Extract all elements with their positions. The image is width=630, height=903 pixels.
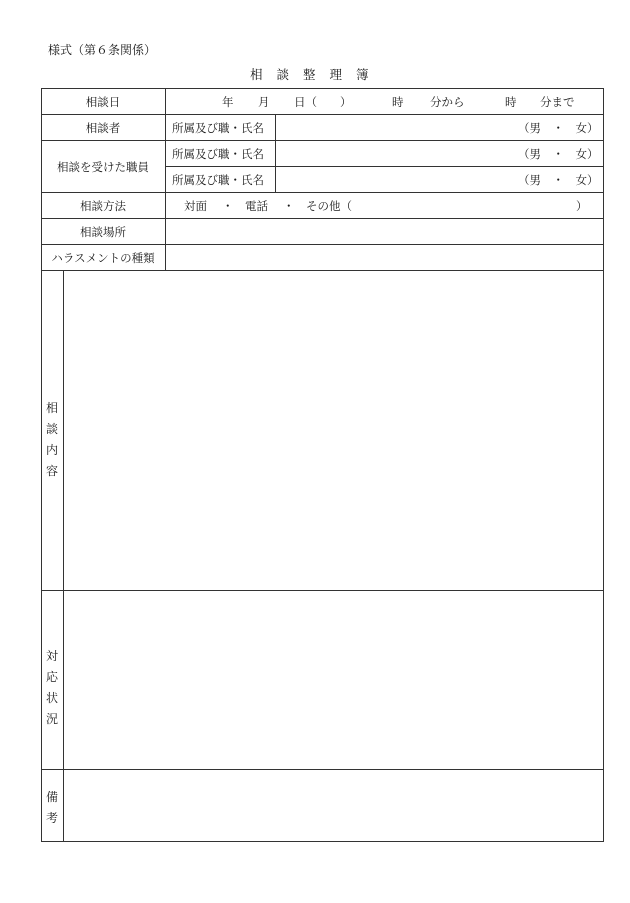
table-divider <box>41 140 604 141</box>
table-divider <box>165 166 604 167</box>
staff-gender-1: （男 ・ 女） <box>518 147 599 161</box>
end-minute-label: 分まで <box>540 95 575 109</box>
table-border-bottom <box>41 841 604 842</box>
staff-affiliation-label-1: 所属及び職・氏名 <box>172 147 264 161</box>
year-label: 年 <box>222 95 234 109</box>
content-label <box>41 398 63 482</box>
remarks-label-char: 備 <box>45 790 58 804</box>
method-other-close-paren: ） <box>576 199 588 213</box>
staff-affiliation-label-2: 所属及び職・氏名 <box>172 173 264 187</box>
content-label-char: 内 <box>45 443 58 457</box>
start-hour-label: 時 <box>392 95 404 109</box>
table-border-right <box>603 88 604 842</box>
response-label-char: 況 <box>45 712 58 726</box>
place-label: 相談場所 <box>80 225 126 239</box>
day-label: 日（ <box>294 95 317 109</box>
method-option-phone: 電話 <box>245 199 268 213</box>
field-column-divider <box>275 114 276 192</box>
harassment-type-label: ハラスメントの種類 <box>51 251 155 265</box>
table-divider <box>41 192 604 193</box>
form-label: 様式（第６条関係） <box>48 43 157 57</box>
content-label-char: 談 <box>45 422 58 436</box>
table-divider <box>41 244 604 245</box>
content-label-char: 相 <box>45 401 58 415</box>
label-column-divider <box>165 88 166 270</box>
response-label-char: 状 <box>45 691 58 705</box>
method-option-other: その他（ <box>306 199 352 213</box>
month-label: 月 <box>258 95 270 109</box>
table-divider <box>41 590 604 591</box>
start-minute-label: 分から <box>430 95 465 109</box>
method-option-in-person: 対面 <box>184 199 207 213</box>
date-label: 相談日 <box>85 95 121 109</box>
consultant-affiliation-label: 所属及び職・氏名 <box>172 121 264 135</box>
remarks-label-char: 考 <box>45 811 58 825</box>
method-separator: ・ <box>222 199 234 213</box>
remarks-label <box>41 787 63 829</box>
page-title: 相談整理簿 <box>250 67 383 82</box>
table-divider <box>41 218 604 219</box>
method-label: 相談方法 <box>80 199 126 213</box>
response-label-char: 応 <box>45 670 58 684</box>
end-hour-label: 時 <box>505 95 517 109</box>
response-label-char: 対 <box>45 649 58 663</box>
day-close-paren: ） <box>340 95 352 109</box>
table-divider <box>41 270 604 271</box>
vertical-label-divider <box>63 270 64 841</box>
consultant-gender: （男 ・ 女） <box>518 121 599 135</box>
table-divider <box>41 114 604 115</box>
table-divider <box>41 769 604 770</box>
table-border-top <box>41 88 604 89</box>
content-label-char: 容 <box>45 464 58 478</box>
response-label <box>41 646 63 730</box>
staff-label: 相談を受けた職員 <box>57 160 149 174</box>
staff-gender-2: （男 ・ 女） <box>518 173 599 187</box>
consultant-label: 相談者 <box>85 121 121 135</box>
method-separator: ・ <box>283 199 295 213</box>
